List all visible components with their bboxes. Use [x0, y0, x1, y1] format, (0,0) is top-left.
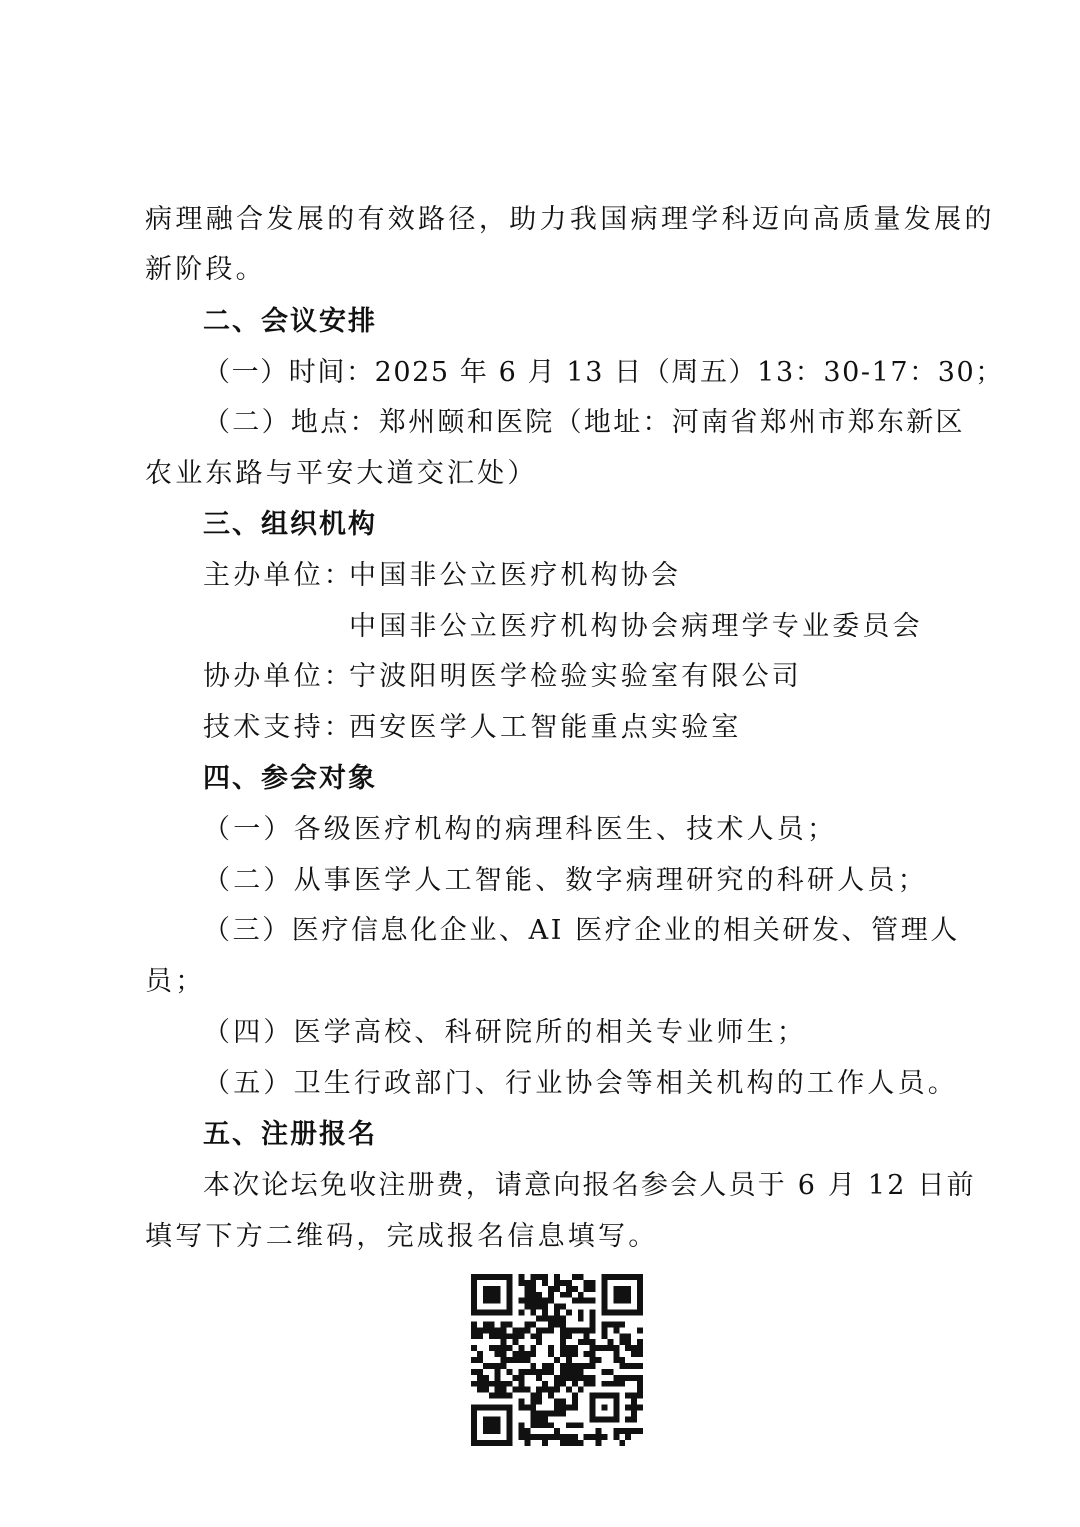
intro-paragraph-line-1: 病理融合发展的有效路径，助力我国病理学科迈向高质量发展的	[145, 204, 995, 235]
attendee-item-3-line-1: （三）医疗信息化企业、AI 医疗企业的相关研发、管理人	[203, 915, 960, 946]
section-5-heading: 五、注册报名	[203, 1119, 377, 1150]
section-3-heading: 三、组织机构	[203, 509, 377, 540]
registration-text-line-2: 填写下方二维码，完成报名信息填写。	[145, 1221, 659, 1252]
attendee-item-4: （四）医学高校、科研院所的相关专业师生；	[203, 1017, 807, 1048]
tech-support: 西安医学人工智能重点实验室	[349, 712, 742, 743]
meeting-place-line-1: （二）地点：郑州颐和医院（地址：河南省郑州市郑东新区	[203, 407, 965, 438]
intro-paragraph-line-2: 新阶段。	[145, 254, 266, 285]
tech-support-label: 技术支持：	[203, 712, 354, 743]
qr-code-modules	[471, 1274, 643, 1446]
section-2-heading: 二、会议安排	[203, 306, 377, 337]
attendee-item-3-line-2: 员；	[145, 966, 206, 997]
meeting-place-line-2: 农业东路与平安大道交汇处）	[145, 458, 538, 489]
host-label: 主办单位：	[203, 560, 354, 591]
co-organizer: 宁波阳明医学检验实验室有限公司	[349, 661, 802, 692]
host-organization-2: 中国非公立医疗机构协会病理学专业委员会	[349, 611, 923, 642]
section-4-heading: 四、参会对象	[203, 763, 377, 794]
attendee-item-1: （一）各级医疗机构的病理科医生、技术人员；	[203, 814, 838, 845]
attendee-item-5: （五）卫生行政部门、行业协会等相关机构的工作人员。	[203, 1068, 958, 1099]
registration-text-line-1: 本次论坛免收注册费，请意向报名参会人员于 6 月 12 日前	[203, 1170, 976, 1201]
co-organizer-label: 协办单位：	[203, 661, 354, 692]
host-organization-1: 中国非公立医疗机构协会	[349, 560, 682, 591]
meeting-time: （一）时间：2025 年 6 月 13 日（周五）13：30-17：30；	[203, 357, 1004, 388]
attendee-item-2: （二）从事医学人工智能、数字病理研究的科研人员；	[203, 865, 928, 896]
qr-code-icon[interactable]	[471, 1274, 643, 1446]
